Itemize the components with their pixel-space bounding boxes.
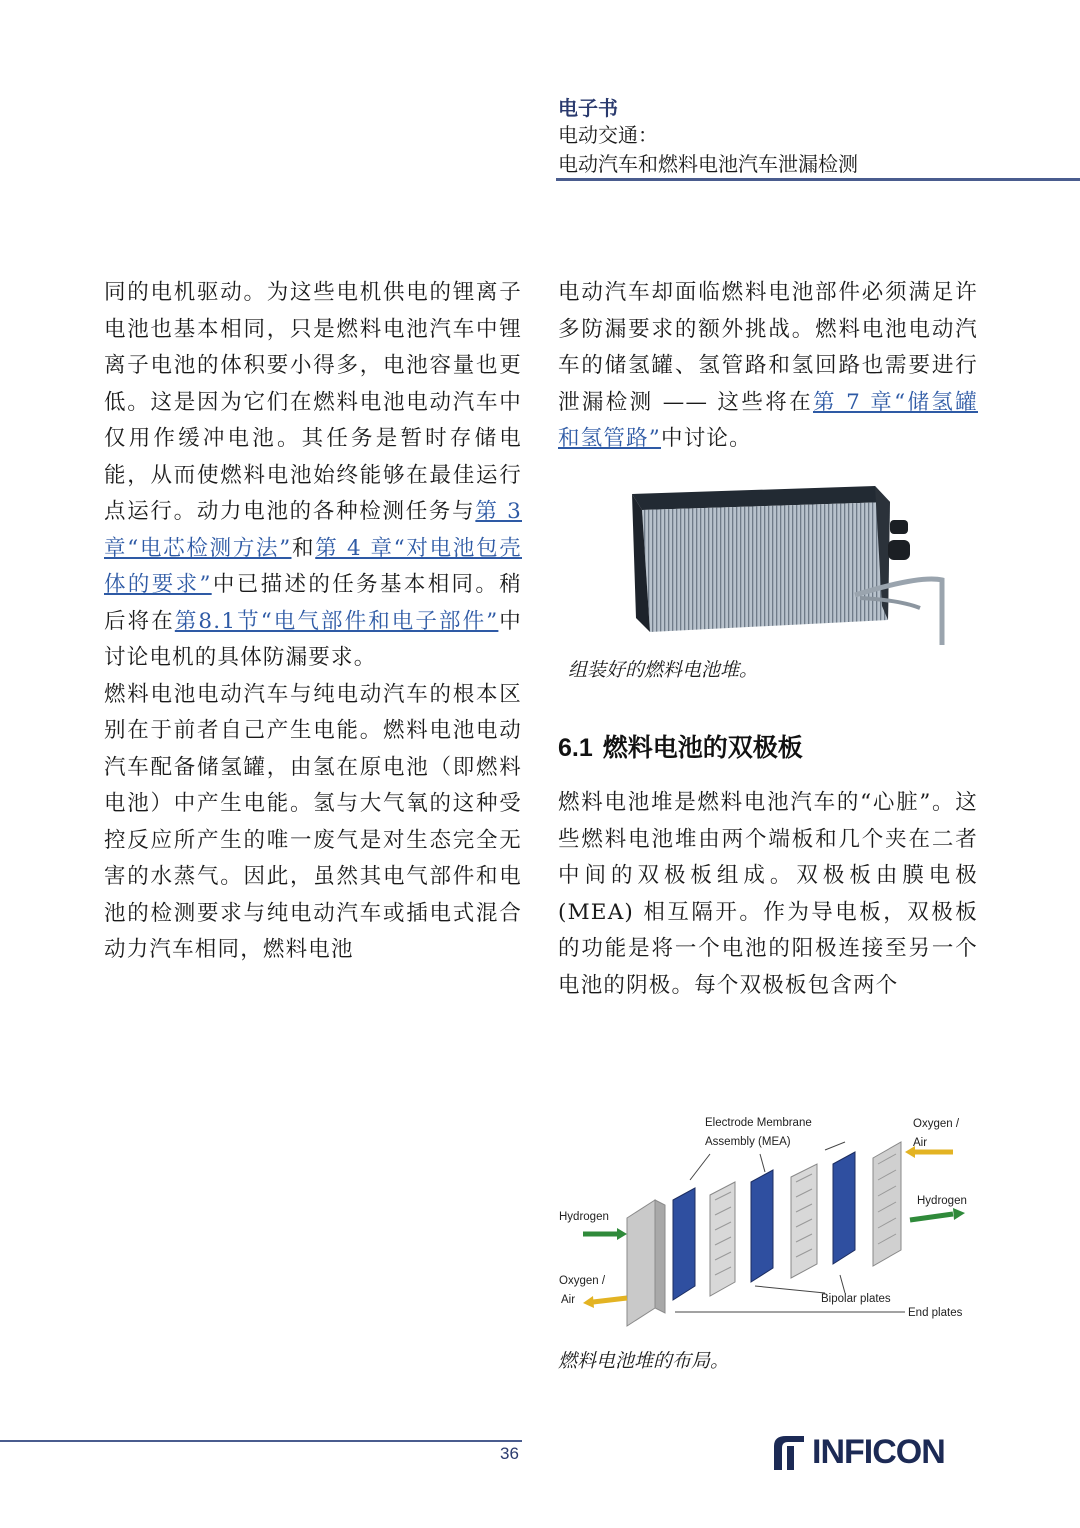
- text-run: 同的电机驱动。为这些电机供电的锂离子电池也基本相同，只是燃料电池汽车中锂离子电池的体积要小得多，电池容量也更低。这是因为它们在燃料电池电动汽车中仅用作缓冲电池。其任务是暂时存储电能，从而使燃料电池始终能够在最佳运行点运行。动力电池的各种检测任务与: [104, 280, 522, 524]
- link-chapter-3[interactable]: 第 3 章“电芯检测方法”: [104, 499, 522, 561]
- link-chapter-7[interactable]: 第 7 章“储氢罐和氢管路”: [558, 389, 978, 451]
- fuel-cell-stack-image: [620, 480, 955, 650]
- fuel-cell-layout-diagram: [555, 1110, 975, 1330]
- left-column: [104, 275, 522, 969]
- label-mea-1: Electrode Membrane: [705, 1117, 812, 1129]
- inficon-logo: [770, 1432, 945, 1472]
- section-title: 燃料电池的双极板: [602, 733, 803, 762]
- footer-rule: [0, 1440, 522, 1442]
- ebook-label: 电子书: [558, 96, 618, 120]
- right-paragraph-1: [558, 275, 978, 458]
- section-number: 6.1: [558, 734, 593, 762]
- text-run: 和: [291, 535, 316, 561]
- label-end-plates: End plates: [908, 1307, 963, 1319]
- inficon-logo-mark-icon: [770, 1432, 808, 1472]
- link-section-8-1[interactable]: 第8.1节“电气部件和电子部件”: [174, 608, 499, 634]
- figure-caption-stack: 组装好的燃料电池堆。: [568, 659, 759, 681]
- label-oxygen-out-1: Oxygen /: [559, 1275, 606, 1287]
- running-header: [558, 95, 858, 179]
- right-column-bottom: [558, 785, 978, 1004]
- label-hydrogen-out: Hydrogen: [917, 1195, 967, 1207]
- label-oxygen-in-2: Air: [913, 1137, 928, 1149]
- header-rule: [556, 178, 1080, 181]
- text-run: 中讨论。: [661, 426, 752, 451]
- label-mea-2: Assembly (MEA): [705, 1136, 791, 1148]
- label-oxygen-in-1: Oxygen /: [913, 1118, 960, 1130]
- figure-caption-layout: 燃料电池堆的布局。: [558, 1350, 730, 1372]
- text-run: 中讨论电机的具体防漏要求。: [104, 608, 522, 670]
- label-hydrogen-in: Hydrogen: [559, 1211, 609, 1223]
- label-oxygen-out-2: Air: [561, 1294, 576, 1306]
- right-column-top: [558, 275, 978, 458]
- text-run: 中已描述的任务基本相同。稍后将在: [104, 572, 522, 634]
- header-title-line1: 电动交通：: [558, 123, 658, 147]
- left-paragraph-1: [104, 275, 522, 677]
- right-paragraph-2: 燃料电池堆是燃料电池汽车的“心脏”。这些燃料电池堆由两个端板和几个夹在二者中间的双极板组成。双极板由膜电极 (MEA) 相互隔开。作为导电板，双极板的功能是将一个电池的阳极连接至另一个电池的阴极。每个双极板包含两个: [558, 790, 978, 998]
- header-title-line2: 电动汽车和燃料电池汽车泄漏检测: [558, 152, 858, 176]
- section-heading: [558, 728, 803, 764]
- text-run: 电动汽车却面临燃料电池部件必须满足许多防漏要求的额外挑战。燃料电池电动汽车的储氢罐、氢管路和氢回路也需要进行泄漏检测 —— 这些将在: [558, 280, 978, 415]
- left-paragraph-2: 燃料电池电动汽车与纯电动汽车的根本区别在于前者自己产生电能。燃料电池电动汽车配备储氢罐，由氢在原电池（即燃料电池）中产生电能。氢与大气氧的这种受控反应所产生的唯一废气是对生态完全无害的水蒸气。因此，虽然其电气部件和电池的检测要求与纯电动汽车或插电式混合动力汽车相同，燃料电池: [104, 681, 522, 962]
- logo-wordmark: INFICON: [812, 1432, 945, 1471]
- link-chapter-4[interactable]: 第 4 章“对电池包壳体的要求”: [104, 535, 522, 597]
- label-bipolar-plates: Bipolar plates: [821, 1293, 891, 1305]
- page-number: 36: [500, 1444, 519, 1463]
